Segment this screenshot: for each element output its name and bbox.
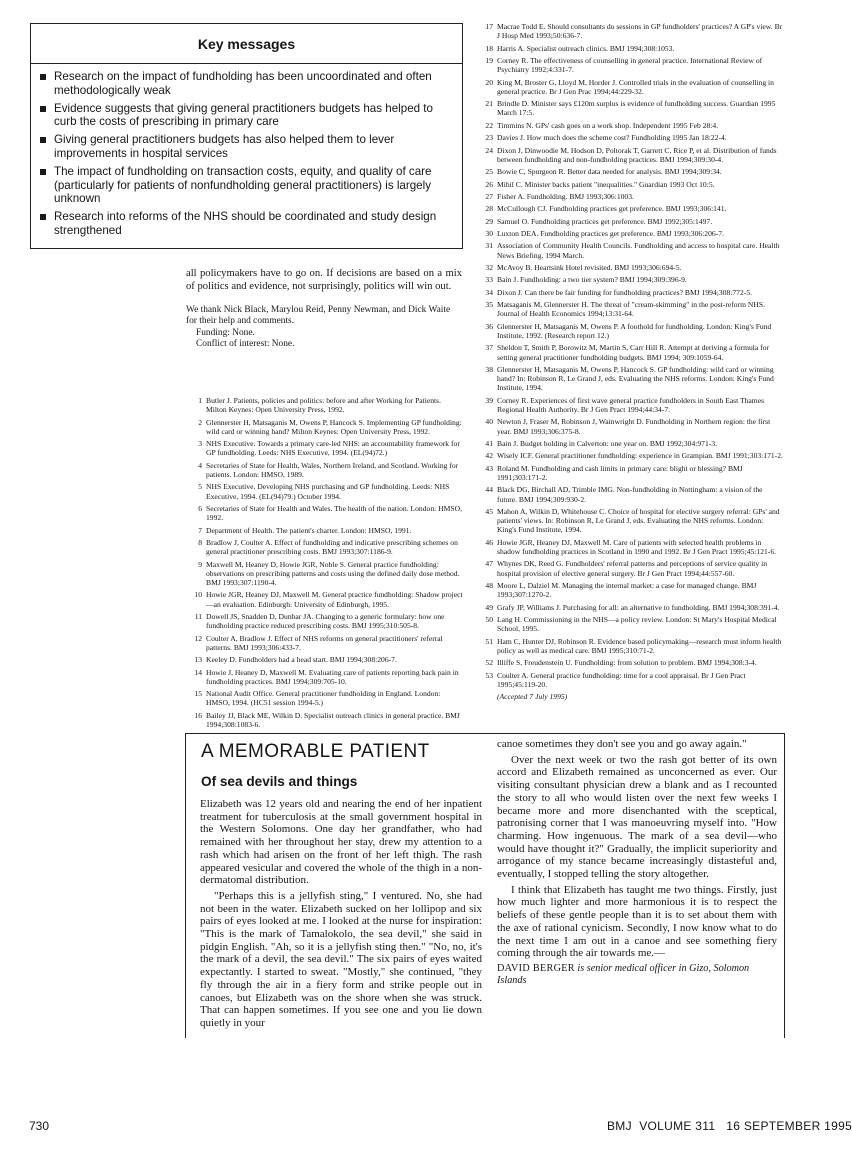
reference-number: 36: [485, 321, 493, 331]
reference-item: [477, 322, 783, 340]
reference-number: 51: [485, 636, 493, 646]
key-message-item: [40, 102, 456, 130]
reference-text: Association of Community Health Councils. Fundholding and access to hospital care. Health News Briefing. 1994 March.: [497, 241, 780, 260]
key-messages-divider: [31, 63, 462, 64]
reference-text: Brindle D. Minister says £120m surplus is evidence of fundholding success. Guardian 1995 March 17:5.: [497, 99, 776, 118]
reference-text: Keeley D. Fundholders had a head start. BMJ 1994;308:206-7.: [206, 655, 397, 665]
reference-text: Howie JGR, Heaney DJ, Maxwell M. Care of patients with selected health problems in shadow fundholding practices in Scotland in 1990 and 1992. Br J Gen Pract 1995;45:121-6.: [497, 537, 777, 556]
reference-text: Sheldon T, Smith P, Borowitz M, Martin S, Carr Hill R. Attempt at deriving a formula for setting general practitioner fundholding budgets. BMJ 1994; 309:1059-64.: [497, 343, 770, 362]
reference-item: [477, 241, 783, 259]
reference-item: [477, 78, 783, 96]
reference-number: 31: [485, 241, 493, 251]
reference-text: King M, Broster G, Lloyd M, Horder J. Controlled trials in the evaluation of counselling in general practice. Br J Gen Prac 1994;44:229-32.: [497, 77, 774, 96]
reference-item: [477, 288, 783, 297]
reference-number: 47: [485, 559, 493, 569]
reference-number: 32: [485, 263, 493, 273]
reference-item: [477, 56, 783, 74]
square-bullet-icon: [40, 214, 46, 220]
reference-item: [477, 167, 783, 176]
reference-number: 30: [485, 229, 493, 239]
reference-item: [186, 668, 463, 686]
reference-item: [186, 439, 463, 457]
reference-number: 2: [198, 417, 202, 427]
reference-item: [186, 482, 463, 500]
reference-item: [186, 560, 463, 588]
reference-item: [477, 22, 783, 40]
key-message-item: [40, 165, 456, 206]
reference-item: [477, 99, 783, 117]
reference-text: Grafy JP, Williams J. Purchasing for all: an alternative to fundholding. BMJ 1994;308:391-4.: [497, 602, 780, 612]
reference-item: [477, 121, 783, 130]
reference-text: Maxwell M, Heaney D, Howie JGR, Noble S. General practice fundholding: observations on prescribing patterns and costs using the defined daily dose method. BMJ 1993;307:1190-4.: [206, 559, 460, 587]
article-ending: [186, 268, 462, 350]
reference-item: [477, 133, 783, 142]
reference-item: [186, 461, 463, 479]
key-messages-list: [31, 70, 462, 238]
square-bullet-icon: [40, 137, 46, 143]
reference-item: [477, 417, 783, 435]
story-paragraph: Over the next week or two the rash got better of its own accord and Elizabeth remained as unconcerned as ever. Our visiting consultant physician drew a blank and as I recounted the story to all who would listen over the next few weeks I became more and more disenchanted with the sceptical, patronising corner that I was manoeuvring myself into. "How charming. How ingenuous. The mark of a sea devil—who would have thought it?" Gradually, the implicit superiority and arrogance of my stance became increasingly distasteful and, eventually, I stopped telling the story altogether.: [497, 753, 777, 881]
key-message-text: Evidence suggests that giving general practitioners budgets has helped to curb the costs of prescribing in primary care: [54, 101, 433, 129]
reference-number: 46: [485, 537, 493, 547]
reference-item: [477, 396, 783, 414]
accepted-date: (Accepted 7 July 1995): [497, 692, 568, 702]
key-messages-title: Key messages: [197, 36, 296, 52]
reference-number: 10: [194, 590, 202, 600]
page-number: 730: [29, 1119, 50, 1133]
reference-number: 3: [198, 439, 202, 449]
reference-text: Bowie C, Spurgeon R. Better data needed for analysis. BMJ 1994;309:34.: [497, 167, 722, 177]
reference-item: [186, 418, 463, 436]
reference-text: Howie JGR, Heaney DJ, Maxwell M. General practice fundholding: Shadow project—an evaluation. Edinburgh: University of Edinburgh, 1995.: [206, 590, 463, 609]
reference-number: 23: [485, 133, 493, 143]
reference-text: NHS Executive. Towards a primary care-led NHS: an accountability framework for GP fundholding. Leeds: NHS Executive, 1994. (EL(94)72.): [206, 439, 460, 458]
memorable-patient-heading: A MEMORABLE PATIENT: [201, 741, 430, 762]
reference-number: 12: [194, 633, 202, 643]
reference-text: Bain J. Fundholding: a two tier system? BMJ 1994;309:396-9.: [497, 275, 687, 285]
reference-item: [477, 146, 783, 164]
reference-item: [477, 538, 783, 556]
reference-number: 8: [198, 537, 202, 547]
reference-item: [186, 655, 463, 664]
reference-item: [186, 689, 463, 707]
reference-text: Bain J. Budget holding in Calverton: one year on. BMJ 1992;304:971-3.: [497, 439, 717, 449]
reference-number: 20: [485, 77, 493, 87]
reference-number: 19: [485, 55, 493, 65]
reference-number: 16: [194, 710, 202, 720]
reference-number: 49: [485, 602, 493, 612]
reference-number: 26: [485, 179, 493, 189]
journal-volume: VOLUME 311: [639, 1119, 716, 1133]
reference-text: Coulter A, Bradlow J. Effect of NHS reforms on general practitioners' referral patterns. BMJ 1993;306:433-7.: [206, 633, 443, 652]
author-name: DAVID BERGER: [497, 962, 575, 974]
story-paragraph: canoe sometimes they don't see you and go away again.": [497, 738, 747, 750]
key-message-text: Giving general practitioners budgets has also helped them to lever improvements in hospital services: [54, 133, 395, 160]
square-bullet-icon: [40, 169, 46, 175]
reference-item: [477, 204, 783, 213]
author-signoff: [497, 963, 777, 988]
reference-text: Glennerster H, Matsaganis M, Owens P, Hancock S. GP fundholding: wild card or winning hand? In: Robinson R, Le Grand J, eds. Evaluating the NHS reforms. London: King's Fund Institute, 1994.: [497, 365, 774, 393]
reference-item: [186, 504, 463, 522]
reference-item: [186, 590, 463, 608]
reference-number: 41: [485, 439, 493, 449]
reference-number: 22: [485, 120, 493, 130]
reference-number: 14: [194, 667, 202, 677]
reference-item: [477, 180, 783, 189]
reference-number: 24: [485, 145, 493, 155]
reference-number: 5: [198, 482, 202, 492]
reference-text: Mahon A, Wilkin D, Whitehouse C. Choice of hospital for elective surgery referral: GPs' and patients' views. In: Robinson R, Le Grand J, eds. Evaluating the NHS reforms. London: King's Fund Institute, 1994.: [497, 506, 780, 535]
reference-number: 38: [485, 365, 493, 375]
reference-text: Davies J. How much does the scheme cost? Fundholding 1995 Jan 18:22-4.: [497, 133, 727, 143]
reference-text: Glennerster H, Matsaganis M, Owens P, Hancock S. Implementing GP fundholding: wild card or winning hand? Milton Keynes: Open University Press, 1992.: [206, 417, 462, 436]
reference-text: Howie J, Heaney D, Maxwell M. Evaluating care of patients reporting back pain in fundholding practices. BMJ 1994;309:705-10.: [206, 667, 459, 686]
memorable-patient-column-1: [200, 798, 482, 1033]
reference-item: [477, 615, 783, 633]
story-paragraph: Elizabeth was 12 years old and nearing the end of her inpatient treatment for tuberculosis at the small government hospital in the Western Solomons. One day her grandfather, who had remained with her throughout her stay, drew my attention to a rash which had arisen on the front of her left thigh. The rash appeared vesicular and covered the whole of the thigh in a non-dermatomal distribution.: [200, 798, 482, 887]
reference-text: Newton J, Fraser M, Robinson J, Wainwright D. Fundholding in Northern region: the first year. BMJ 1993;306:375-8.: [497, 417, 771, 436]
reference-number: 29: [485, 216, 493, 226]
reference-text: McAvoy B. Heartsink Hotel revisited. BMJ 1993;306:694-5.: [497, 263, 682, 273]
journal-footer: [607, 1119, 852, 1133]
reference-item: [477, 658, 783, 667]
reference-item: [477, 451, 783, 460]
reference-item: [477, 275, 783, 284]
reference-item: [477, 559, 783, 577]
reference-item: [477, 343, 783, 361]
reference-text: Harris A. Specialist outreach clinics. BMJ 1994;308:1053.: [497, 43, 675, 53]
reference-number: 48: [485, 580, 493, 590]
reference-text: Glennerster H, Matsaganis M, Owens P. A foothold for fundholding. London: King's Fund Institute, 1992. (Research report 12.): [497, 321, 772, 341]
reference-item: [477, 217, 783, 226]
reference-text: Secretaries of State for Health, Wales, Northern Ireland, and Scotland. Working for patients. London: HMSO, 1989.: [206, 460, 459, 479]
reference-item: [477, 671, 783, 689]
reference-list-right-column: [477, 22, 783, 701]
reference-text: Dixon J. Can there be fair funding for fundholding practices? BMJ 1994;308:772-5.: [497, 287, 752, 297]
author-description: is senior medical officer in Gizo, Solomon Islands: [497, 962, 750, 987]
reference-number: 15: [194, 689, 202, 699]
reference-number: 37: [485, 343, 493, 353]
reference-number: 13: [194, 655, 202, 665]
reference-text: Bailey JJ, Black ME, Wilkin D. Specialist outreach clinics in general practice. BMJ 1994;308:1083-6.: [206, 710, 460, 729]
reference-number: 6: [198, 503, 202, 513]
reference-number: 40: [485, 417, 493, 427]
reference-item: [477, 300, 783, 318]
reference-text: Timmins N. GPs' cash goes on a work shop. Independent 1995 Feb 28:4.: [497, 120, 719, 130]
reference-number: 28: [485, 204, 493, 214]
reference-text: Bradlow J, Coulter A. Effect of fundholding and indicative prescribing schemes on general practitioner prescribing costs. BMJ 1993;307:1186-9.: [206, 537, 458, 557]
closing-paragraph: all policymakers have to go on. If decisions are based on a mix of politics and evidence, not surprisingly, politics will win out.: [186, 268, 462, 292]
reference-text: National Audit Office. General practitioner fundholding in England. London: HMSO, 1994. (HC51 session 1994-5.): [206, 689, 441, 708]
reference-item: [477, 263, 783, 272]
key-messages-box: [30, 23, 463, 249]
reference-number: 43: [485, 463, 493, 473]
reference-item: [477, 581, 783, 599]
reference-number: 34: [485, 287, 493, 297]
reference-number: 53: [485, 670, 493, 680]
reference-text: Whynes DK, Reed G. Fundholders' referral patterns and perceptions of service quality in hospital provision of elective general surgery. Br J Gen Pract 1994;44:557-60.: [497, 559, 768, 578]
square-bullet-icon: [40, 106, 46, 112]
reference-text: Mihil C. Minister backs patient "inequalities." Guardian 1993 Oct 10:5.: [497, 179, 715, 189]
reference-item: [477, 229, 783, 238]
reference-text: Macrae Todd E. Should consultants do sessions in GP fundholders' practices? A GP's view. Br J Hosp Med 1993;50:636-7.: [497, 22, 783, 41]
reference-number: 42: [485, 451, 493, 461]
journal-name: BMJ: [607, 1119, 632, 1133]
reference-number: 52: [485, 658, 493, 668]
story-paragraph: "Perhaps this is a jellyfish sting," I ventured. No, she had not been in the water. Elizabeth sucked on her lollipop and six pairs of eyes looked at me. I looked at the nurse for inspiration: "This is the mark of Tamalokolo, the sea devil," she said in pidgin English. "Ah, so it is a jellyfish sting then." "No, no, it's the mark of a devil, the sea devil." The six pairs of eyes waited expectantly. I started to sweat. "Mostly," she continued, "they fly through the air in a fiery form and strike people out in canoes, but Elizabeth was on the shore when she was struck. That can happen sometimes. If you see one and you lie down quietly in your: [200, 889, 482, 1029]
conflict-statement: Conflict of interest: None.: [196, 338, 295, 349]
reference-text: Dowell JS, Snadden D, Dunbar JA. Changing to a generic formulary: how one fundholding practice reduced prescribing costs. BMJ 1995;310:505-8.: [206, 611, 445, 631]
reference-number: 33: [485, 275, 493, 285]
reference-text: Roland M. Fundholding and cash limits in primary care: blight or blessing? BMJ 1991;303:171-2.: [497, 463, 743, 482]
reference-number: 44: [485, 485, 493, 495]
funding-statement: Funding: None.: [196, 327, 255, 338]
reference-item: [477, 637, 783, 655]
memorable-patient-subheading: Of sea devils and things: [201, 774, 358, 789]
reference-item: [186, 396, 463, 414]
reference-text: Matsaganis M, Glennerster H. The threat of "cream-skimming" in the post-reform NHS. Journal of Health Economics 1994;13:31-64.: [497, 300, 765, 319]
reference-text: Fisher A. Fundholding. BMJ 1993;306:1003.: [497, 191, 634, 201]
reference-number: 1: [198, 396, 202, 405]
reference-number: 50: [485, 614, 493, 624]
key-message-text: Research on the impact of fundholding has been uncoordinated and often methodologically weak: [54, 70, 432, 97]
story-paragraph: I think that Elizabeth has taught me two things. Firstly, just how much lighter and more harmonious it is to respect the beliefs of these gentle people than it is to set about them with the axe of rational cynicism. Secondly, I now know what to do the next time I am out in a canoe and see something fiery coming through the air towards me.—: [497, 883, 777, 960]
key-message-item: [40, 210, 456, 238]
reference-item: [186, 634, 463, 652]
key-message-text: Research into reforms of the NHS should be coordinated and study design strengthened: [54, 210, 437, 237]
issue-date: 16 SEPTEMBER 1995: [726, 1119, 852, 1133]
reference-item: [477, 439, 783, 448]
key-message-item: [40, 133, 456, 161]
reference-text: NHS Executive. Developing NHS purchasing and GP fundholding. Leeds: NHS Executive, 1994. (EL(94)79.) October 1994.: [206, 482, 450, 501]
reference-text: Luxton DEA. Fundholding practices get preference. BMJ 1993;306:206-7.: [497, 229, 724, 239]
reference-item: [477, 365, 783, 393]
reference-number: 27: [485, 191, 493, 201]
reference-text: Illiffe S, Freudenstein U. Fundholding: from solution to problem. BMJ 1994;308:3-4.: [497, 658, 757, 668]
reference-number: 18: [485, 43, 493, 53]
reference-number: 17: [485, 22, 493, 31]
reference-text: Department of Health. The patient's charter. London: HMSO, 1991.: [206, 525, 412, 535]
reference-number: 21: [485, 99, 493, 109]
reference-text: Samuel O. Fundholding practices get preference. BMJ 1992;305:1497.: [497, 216, 713, 226]
reference-text: Corney R. Experiences of first wave general practice fundholders in South East Thames Regional Health Authority. Br J Gen Pract 1994;44:34-7.: [497, 395, 765, 415]
reference-number: 35: [485, 300, 493, 310]
reference-number: 9: [198, 559, 202, 569]
reference-number: 25: [485, 167, 493, 177]
reference-text: Dixon J, Dinwoodie M, Hodson D, Poltorak T, Garrett C, Rice P, et al. Distribution of funds between fundholding and non-fundholding practices. BMJ 1994;309:30-4.: [497, 145, 777, 164]
reference-item: [477, 603, 783, 612]
memorable-patient-column-2: [497, 738, 777, 988]
reference-number: 11: [194, 611, 202, 621]
reference-text: Butler J. Patients, policies and politics: before and after Working for Patients. Milton Keynes: Open University Press, 1992.: [206, 396, 442, 415]
reference-item: [477, 464, 783, 482]
reference-item: [186, 711, 463, 729]
reference-item: [186, 538, 463, 556]
reference-item: [186, 526, 463, 535]
acknowledgement: We thank Nick Black, Marylou Reid, Penny Newman, and Dick Waite for their help and comments.: [186, 305, 451, 327]
reference-text: Wisely ICF. General practitioner fundholding: experience in Grampian. BMJ 1991;303:171-2.: [497, 451, 783, 461]
square-bullet-icon: [40, 74, 46, 80]
memorable-patient-section: [185, 733, 785, 1038]
reference-list-left: [186, 396, 463, 732]
reference-text: Corney R. The effectiveness of counselling in general practice. International Review of Psychiatry 1992;4:331-7.: [497, 55, 763, 75]
reference-text: Lang H. Commissioning in the NHS—a policy review. London: St Mary's Hospital Medical School, 1995.: [497, 614, 777, 634]
reference-text: Black DG, Birchall AD, Trimble IMG. Non-fundholding in Nottingham: a vision of the future. BMJ 1994;309:930-2.: [497, 485, 763, 504]
reference-number: 4: [198, 460, 202, 470]
key-message-text: The impact of fundholding on transaction costs, equity, and quality of care (particularly for patients of nonfundholding general practitioners) is largely unknown: [54, 164, 432, 206]
reference-list-right: [477, 22, 783, 689]
reference-item: [477, 507, 783, 535]
reference-item: [477, 192, 783, 201]
reference-item: [477, 485, 783, 503]
key-message-item: [40, 70, 456, 98]
reference-text: McCullough CJ. Fundholding practices get preference. BMJ 1993;306:141.: [497, 204, 727, 214]
reference-number: 39: [485, 395, 493, 405]
reference-text: Moore L, Dalziel M. Managing the internal market: a case for managed change. BMJ 1993;307:1270-2.: [497, 580, 757, 600]
reference-number: 7: [198, 525, 202, 535]
reference-text: Secretaries of State for Health and Wales. The health of the nation. London: HMSO, 1992.: [206, 503, 462, 523]
reference-number: 45: [485, 506, 493, 516]
reference-text: Ham C, Hunter DJ, Robinson R. Evidence based policymaking—research must inform health policy as well as medical care. BMJ 1995;310:71-2.: [497, 636, 782, 655]
reference-item: [477, 44, 783, 53]
reference-item: [186, 612, 463, 630]
reference-text: Coulter A. General practice fundholding: time for a cool appraisal. Br J Gen Pract 1995;45:119-20.: [497, 670, 746, 689]
